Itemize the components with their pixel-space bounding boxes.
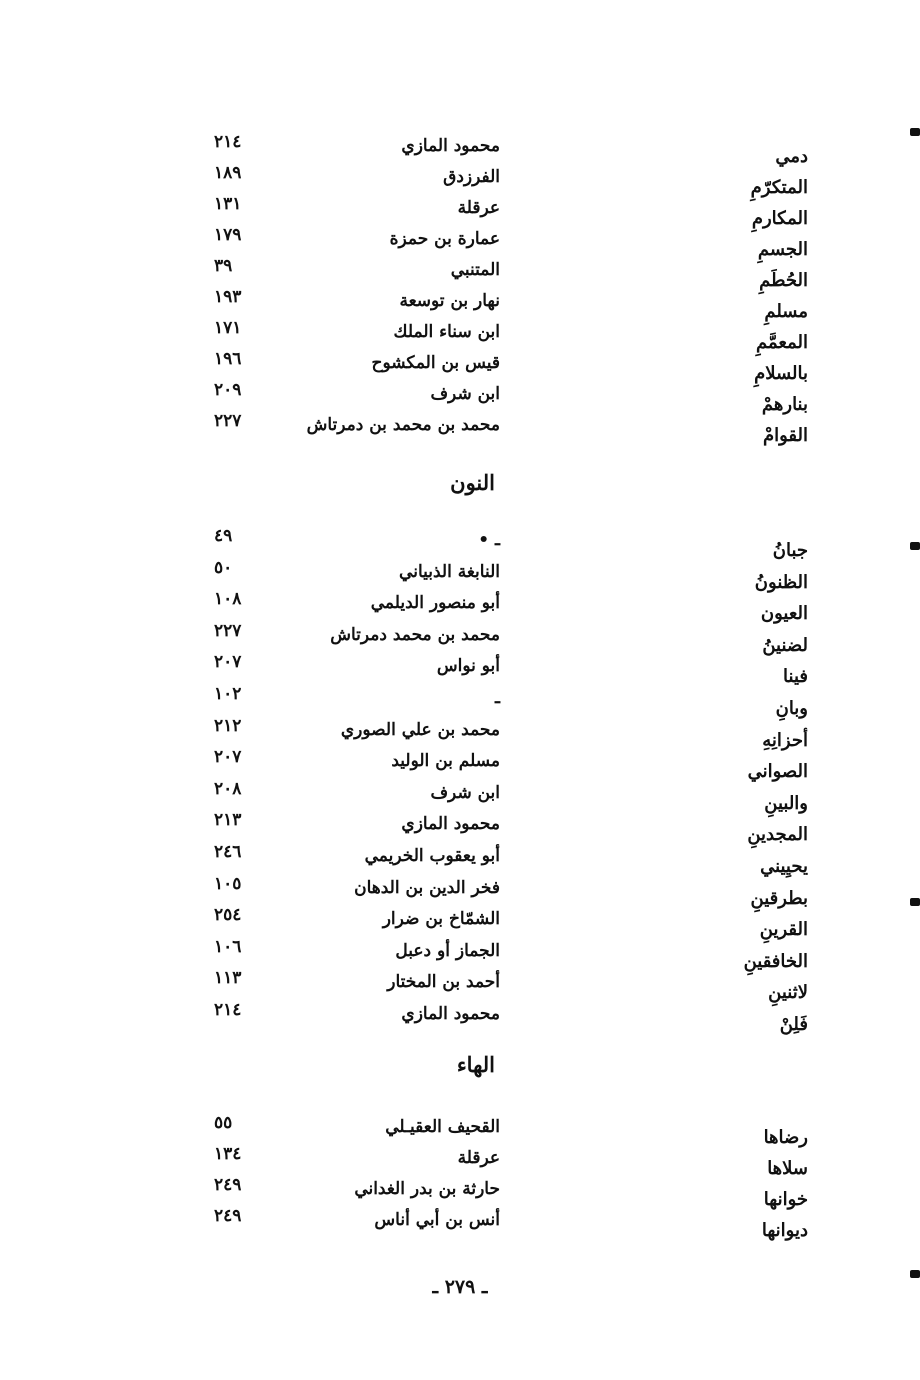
index-row: [0, 132, 920, 167]
scan-edge-mark: [910, 128, 920, 136]
poet-name: النابغة الذبياني: [399, 561, 500, 582]
poet-name: عمارة بن حمزة: [389, 229, 500, 249]
poet-name: الفرزدق: [443, 167, 500, 187]
page-reference: ١٣١: [214, 194, 242, 214]
index-row: [0, 287, 920, 322]
poet-name: الشمّاخ بن ضرار: [382, 909, 500, 930]
page-reference: ١٨٩: [214, 163, 242, 183]
poet-name: حارثة بن بدر الغداني: [354, 1179, 500, 1199]
index-row: [0, 380, 920, 415]
index-row: [0, 589, 920, 625]
scan-edge-mark: [910, 898, 920, 906]
rhyme-word: الحُطَمِ: [759, 270, 808, 291]
index-row: [0, 842, 920, 877]
poet-name: القحيف العقيـلي: [385, 1117, 500, 1137]
poet-name: أحمد بن المختار: [387, 972, 500, 993]
poet-name: أنس بن أبي أناس: [374, 1210, 500, 1230]
poet-name: أبو نواس: [436, 656, 500, 677]
page-reference: ٢٠٧: [214, 747, 242, 768]
index-row: [0, 620, 920, 656]
poet-name: ـ: [495, 688, 500, 708]
index-row: [0, 968, 920, 1004]
rhyme-word: رضاها: [763, 1127, 808, 1148]
poet-name: ابن سناء الملك: [393, 322, 500, 342]
page-reference: ٢٢٧: [214, 620, 242, 641]
rhyme-word: بالسلامِ: [754, 363, 808, 384]
index-row: [0, 715, 920, 751]
page-reference: ٣٩: [214, 256, 233, 276]
poet-name: الجماز أو دعبل: [395, 940, 500, 961]
page-reference: ١١٣: [214, 968, 242, 989]
index-row: [0, 194, 920, 229]
rhyme-word: خوانها: [763, 1189, 808, 1210]
page-reference: ٢١٤: [214, 1000, 242, 1020]
page-reference: ٢١٢: [214, 715, 242, 736]
rhyme-word: فينا: [783, 666, 808, 688]
rhyme-word: جبانُ: [772, 540, 808, 561]
page-reference: ٢٠٩: [214, 380, 242, 400]
page-reference: ٢٠٧: [214, 652, 242, 673]
page-reference: ١٠٨: [214, 589, 242, 610]
page-reference: ٢٢٧: [214, 411, 242, 431]
page-reference: ٥٥: [214, 1113, 233, 1133]
index-row: [0, 652, 920, 688]
rhyme-word: المعمَّمِ: [756, 332, 808, 353]
page-reference: ١٠٦: [214, 936, 242, 957]
index-row: [0, 778, 920, 814]
page-reference: ٢١٤: [214, 132, 242, 152]
page-reference: ١٧٩: [214, 225, 242, 245]
index-row: [0, 810, 920, 846]
section-heading: الهاء: [456, 1052, 495, 1077]
poet-name: ابن شرف: [430, 384, 500, 404]
index-row: [0, 905, 920, 941]
rhyme-word: العيون: [760, 603, 808, 625]
poet-name: عرقلة: [457, 198, 500, 218]
poet-name: قيس بن المكشوح: [371, 353, 500, 373]
poet-name: محمود المازي: [401, 1004, 500, 1024]
index-row: [0, 936, 920, 972]
index-row: [0, 526, 920, 561]
rhyme-word: الظنونُ: [754, 571, 808, 593]
rhyme-word: والبينِ: [764, 792, 808, 814]
index-row: [0, 163, 920, 198]
poet-name: مسلم بن الوليد: [391, 751, 500, 772]
rhyme-word: بنارهمْ: [761, 394, 808, 415]
page-reference: ٤٩: [214, 526, 233, 546]
poet-name: أبو منصور الديلمي: [370, 593, 500, 614]
index-row: [0, 349, 920, 384]
index-row: [0, 747, 920, 783]
page-reference: ٢٤٦: [214, 842, 242, 862]
index-row: [0, 256, 920, 291]
scan-edge-mark: [910, 1270, 920, 1278]
rhyme-word: القرينِ: [759, 919, 808, 941]
rhyme-word: وبانِ: [775, 698, 808, 719]
index-row: [0, 557, 920, 593]
index-row: [0, 318, 920, 353]
index-row: [0, 873, 920, 909]
poet-name: المتنبي: [450, 260, 500, 280]
poet-name: عرقلة: [457, 1148, 500, 1168]
rhyme-word: الصواني: [747, 761, 808, 783]
poet-name: فخر الدين بن الدهان: [354, 877, 500, 898]
rhyme-word: فَلِنْ: [779, 1014, 808, 1035]
rhyme-word: لاثنينِ: [768, 982, 808, 1004]
poet-name: نهار بن توسعة: [399, 291, 500, 311]
rhyme-word: الجسمِ: [757, 239, 808, 260]
rhyme-word: بطرقينِ: [750, 887, 808, 909]
rhyme-word: الخافقينِ: [743, 950, 808, 972]
rhyme-word: مسلمِ: [764, 301, 808, 322]
poet-name: ـ •: [478, 530, 500, 550]
page-reference: ١٠٢: [214, 684, 242, 704]
rhyme-word: سلاها: [767, 1158, 808, 1179]
index-row: [0, 411, 920, 446]
page-reference: ١٩٦: [214, 349, 242, 369]
index-row: [0, 1175, 920, 1210]
rhyme-word: دمي: [775, 146, 808, 167]
rhyme-word: المجدينِ: [747, 824, 808, 846]
rhyme-word: لضنينُ: [762, 634, 808, 656]
page-reference: ١٣٤: [214, 1144, 242, 1164]
index-row: [0, 1000, 920, 1035]
index-row: [0, 1206, 920, 1241]
index-row: [0, 225, 920, 260]
poet-name: محمد بن محمد دمرتاش: [330, 624, 500, 645]
rhyme-word: المتكرّمِ: [750, 177, 808, 198]
poet-name: محمد بن علي الصوري: [340, 719, 500, 740]
page-number: ـ ٢٧٩ ـ: [432, 1276, 488, 1298]
page-reference: ١٠٥: [214, 873, 242, 894]
index-row: [0, 684, 920, 719]
scan-edge-mark: [910, 542, 920, 550]
poet-name: محمد بن محمد بن دمرتاش: [306, 415, 500, 435]
poet-name: ابن شرف: [430, 782, 500, 803]
poet-name: محمود المازي: [401, 136, 500, 156]
page-reference: ١٧١: [214, 318, 242, 338]
page-reference: ٢٤٩: [214, 1175, 242, 1195]
page-reference: ٥٠: [214, 557, 233, 578]
poet-name: أبو يعقوب الخريمي: [364, 846, 500, 866]
rhyme-word: يحيِيني: [760, 856, 808, 877]
section-heading: النون: [450, 470, 495, 495]
rhyme-word: أحزانِهِ: [762, 729, 808, 751]
page-reference: ٢٥٤: [214, 905, 242, 926]
rhyme-word: المكارمِ: [751, 208, 808, 229]
rhyme-word: القوامْ: [762, 425, 808, 446]
index-row: [0, 1113, 920, 1148]
poet-name: محمود المازي: [401, 814, 500, 835]
rhyme-word: ديوانها: [761, 1220, 808, 1241]
page-reference: ٢١٣: [214, 810, 242, 831]
page-reference: ٢٤٩: [214, 1206, 242, 1226]
page-reference: ٢٠٨: [214, 778, 242, 799]
page-reference: ١٩٣: [214, 287, 242, 307]
index-row: [0, 1144, 920, 1179]
